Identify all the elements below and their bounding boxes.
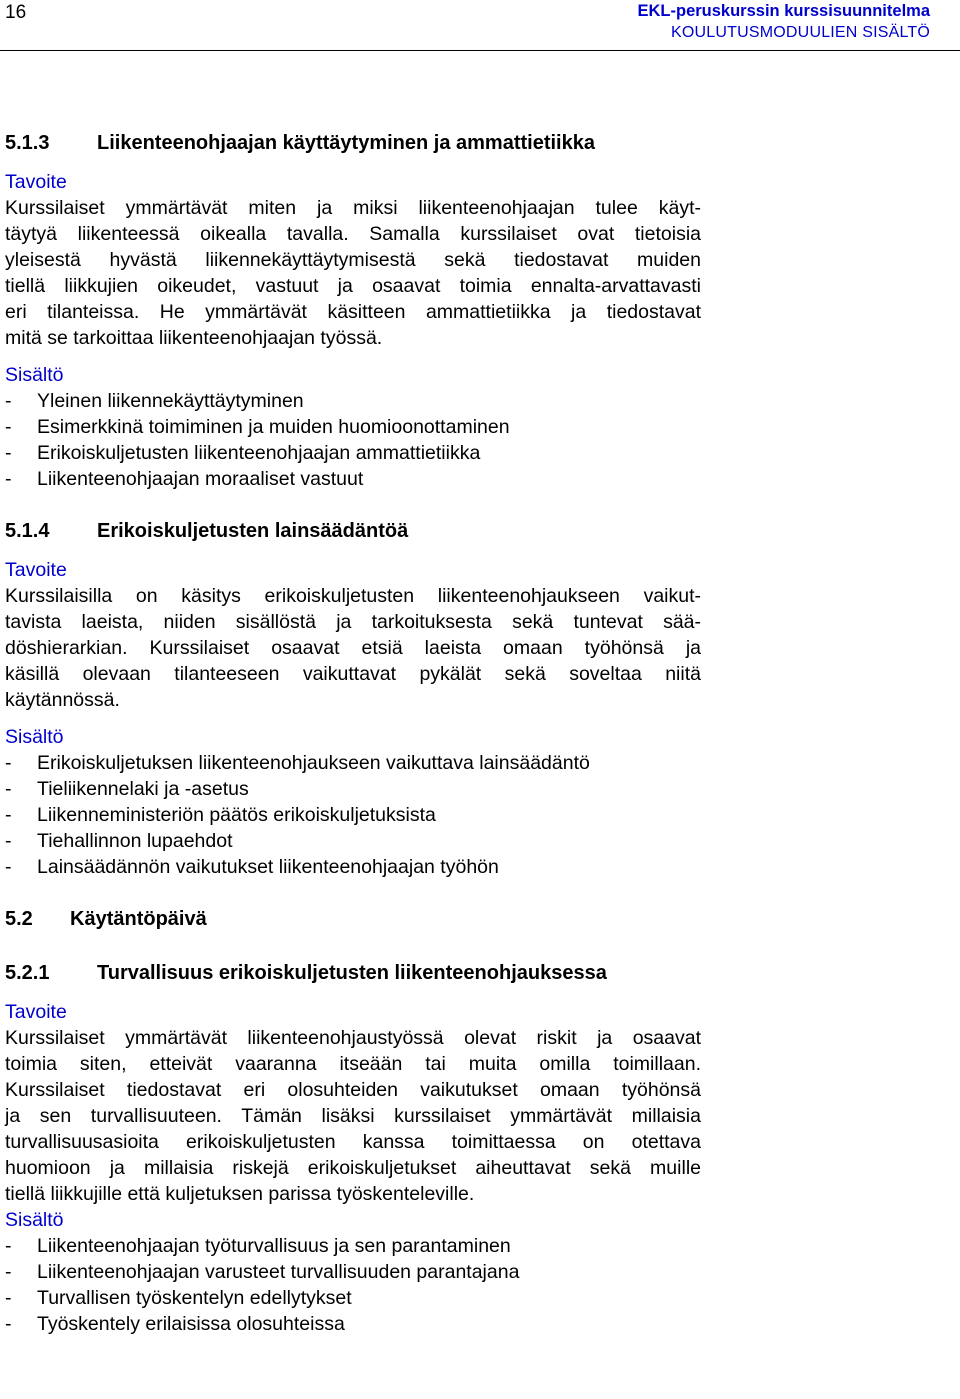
goal-text	[5, 583, 701, 713]
list-item: - Tiehallinnon lupaehdot	[5, 830, 233, 852]
list-item: - Liikenteenohjaajan varusteet turvallisuuden parantajana	[5, 1261, 520, 1283]
text-line: Kurssilaiset tiedostavat eri olosuhteiden vaikutukset omaan työhönsä	[5, 1079, 701, 1101]
content-list	[5, 388, 701, 492]
text-line: käytännössä.	[5, 689, 120, 711]
content-list	[5, 1233, 701, 1337]
text-line: yleisestä hyvästä liikennekäyttäytymisestä sekä tiedostavat muiden	[5, 249, 701, 271]
text-line: täytyä liikenteessä oikealla tavalla. Samalla kurssilaiset ovat tietoisia	[5, 223, 701, 245]
goal-label: Tavoite	[5, 1001, 67, 1023]
section-title: Erikoiskuljetusten lainsäädäntöä	[97, 520, 409, 542]
text-line: tiellä liikkujien oikeudet, vastuut ja osaavat toimia ennalta-arvattavasti	[5, 275, 701, 297]
section-heading-5-1-4	[5, 516, 701, 546]
section-number: 5.1.3	[5, 132, 50, 154]
text-line: Kurssilaiset ymmärtävät liikenteenohjaustyössä olevat riskit ja osaavat	[5, 1027, 701, 1049]
page-header	[0, 0, 960, 48]
section-number: 5.1.4	[5, 520, 50, 542]
section-heading-5-2	[5, 904, 701, 934]
document-subtitle: KOULUTUSMODUULIEN SISÄLTÖ	[671, 24, 930, 41]
section-heading-5-2-1	[5, 958, 701, 988]
text-line: eri tilanteissa. He ymmärtävät käsitteen ammattietiikka ja tiedostavat	[5, 301, 701, 323]
content-list	[5, 750, 701, 880]
page-number: 16	[5, 2, 27, 23]
section-heading-5-1-3	[5, 128, 701, 158]
section-title: Turvallisuus erikoiskuljetusten liikenteenohjauksessa	[97, 962, 607, 984]
goal-text	[5, 195, 701, 351]
list-item: - Liikenneministeriön päätös erikoiskuljetuksista	[5, 804, 436, 826]
list-item: - Turvallisen työskentelyn edellytykset	[5, 1287, 352, 1309]
content-label: Sisältö	[5, 1209, 64, 1231]
goal-label: Tavoite	[5, 559, 67, 581]
text-line: käsillä olevaan tilanteeseen vaikuttavat pykälät sekä soveltaa niitä	[5, 663, 701, 685]
section-title: Käytäntöpäivä	[70, 908, 207, 930]
text-line: mitä se tarkoittaa liikenteenohjaajan työssä.	[5, 327, 383, 349]
list-item: - Lainsäädännön vaikutukset liikenteenohjaajan työhön	[5, 856, 499, 878]
list-item: - Liikenteenohjaajan työturvallisuus ja sen parantaminen	[5, 1235, 511, 1257]
header-titles	[638, 0, 931, 44]
list-item: - Erikoiskuljetusten liikenteenohjaajan ammattietiikka	[5, 442, 481, 464]
text-line: Kurssilaiset ymmärtävät miten ja miksi liikenteenohjaajan tulee käyt-	[5, 197, 701, 219]
list-item: - Esimerkkinä toimiminen ja muiden huomioonottaminen	[5, 416, 510, 438]
header-divider	[0, 50, 960, 51]
list-item: - Tieliikennelaki ja -asetus	[5, 778, 249, 800]
text-line: huomioon ja millaisia riskejä erikoiskuljetukset aiheuttavat sekä muille	[5, 1157, 701, 1179]
goal-text	[5, 1025, 701, 1207]
document-title: EKL-peruskurssin kurssisuunnitelma	[637, 2, 930, 20]
text-line: turvallisuusasioita erikoiskuljetusten kanssa toimittaessa on otettava	[5, 1131, 701, 1153]
document-body	[5, 128, 701, 1337]
section-number: 5.2	[5, 908, 33, 930]
goal-label: Tavoite	[5, 171, 67, 193]
section-number: 5.2.1	[5, 962, 50, 984]
content-label: Sisältö	[5, 364, 64, 386]
text-line: ja sen turvallisuuteen. Tämän lisäksi kurssilaiset ymmärtävät millaisia	[5, 1105, 701, 1127]
text-line: tiellä liikkujille että kuljetuksen parissa työskenteleville.	[5, 1183, 475, 1205]
content-label: Sisältö	[5, 726, 64, 748]
text-line: tavista laeista, niiden sisällöstä ja tarkoituksesta sekä tuntevat sää-	[5, 611, 701, 633]
text-line: döshierarkian. Kurssilaiset osaavat etsiä laeista omaan työhönsä ja	[5, 637, 701, 659]
section-title: Liikenteenohjaajan käyttäytyminen ja ammattietiikka	[97, 132, 595, 154]
text-line: Kurssilaisilla on käsitys erikoiskuljetusten liikenteenohjaukseen vaikut-	[5, 585, 701, 607]
list-item: - Työskentely erilaisissa olosuhteissa	[5, 1313, 345, 1335]
text-line: toimia siten, etteivät vaaranna itseään tai muita omilla toimillaan.	[5, 1053, 701, 1075]
list-item: - Liikenteenohjaajan moraaliset vastuut	[5, 468, 364, 490]
list-item: - Erikoiskuljetuksen liikenteenohjaukseen vaikuttava lainsäädäntö	[5, 752, 590, 774]
list-item: - Yleinen liikennekäyttäytyminen	[5, 390, 304, 412]
